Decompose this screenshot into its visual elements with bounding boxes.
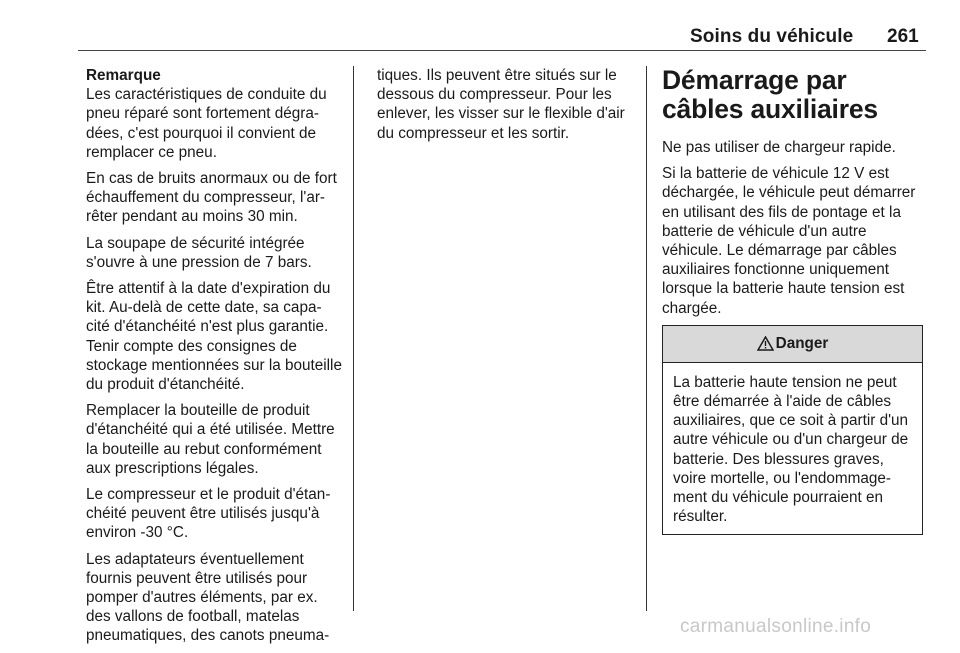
remark-title: Remarque (86, 67, 161, 84)
danger-text: La batterie haute tension ne peut être démarrée à l'aide de câbles auxiliaires, que ce soit à partir d'un autre véhicule ou d'un chargeur de batterie. Des blessures graves, voire mortelle, ou l'endommage-ment du véhicule pourraient en résulter. (673, 373, 909, 526)
warning-triangle-icon (757, 336, 774, 351)
watermark: carmanualsonline.info (680, 616, 872, 637)
paragraph: tiques. Ils peuvent être situés sur le dessous du compresseur. Pour les enlever, les visser sur le flexible d'air du compresseur et les sortir. (377, 67, 625, 142)
paragraph: Être attentif à la date d'expiration du kit. Au-delà de cette date, sa capa-cité d'étanchéité n'est plus garantie. Tenir compte des consignes de stockage mentionnées sur la bouteille du produit d'étanchéité. (86, 280, 342, 394)
column-divider (646, 66, 647, 611)
paragraph: Les adaptateurs éventuellement fournis peuvent être utilisés pour pomper d'autres éléments, par ex. des vallons de football, matelas pneumatiques, des canots pneuma- (86, 550, 330, 645)
page-number: 261 (887, 26, 919, 47)
column-left (86, 66, 342, 653)
section-heading: Démarrage par câbles auxiliaires (662, 65, 878, 124)
danger-header (663, 326, 922, 363)
paragraph: Ne pas utiliser de chargeur rapide. (662, 139, 896, 156)
header-divider (78, 50, 926, 51)
danger-box (662, 325, 923, 536)
paragraph: Le compresseur et le produit d'étan-chéité peuvent être utilisés jusqu'à environ -30 °C. (86, 486, 331, 542)
paragraph: Remplacer la bouteille de produit d'étanchéité qui a été utilisée. Mettre la bouteille au rebut conformément aux prescriptions légales. (86, 402, 335, 477)
column-divider (353, 66, 354, 611)
remark-block (86, 66, 342, 162)
paragraph: Si la batterie de véhicule 12 V est déchargée, le véhicule peut démarrer en utilisant des fils de pontage et la batterie de véhicule d'un autre véhicule. Le démarrage par câbles auxiliaires fonctionne uniquement lorsque la batterie haute tension est chargée. (662, 165, 916, 317)
column-middle (377, 66, 635, 150)
column-right (662, 66, 924, 535)
remark-text: Les caractéristiques de conduite du pneu réparé sont fortement dégra-dées, c'est pourquoi il convient de remplacer ce pneu. (86, 86, 327, 161)
danger-label: Danger (775, 335, 829, 353)
paragraph: La soupape de sécurité intégrée s'ouvre à une pression de 7 bars. (86, 234, 312, 271)
paragraph: En cas de bruits anormaux ou de fort échauffement du compresseur, l'ar-rêter pendant au moins 30 min. (86, 170, 337, 226)
section-title: Soins du véhicule (690, 26, 854, 47)
